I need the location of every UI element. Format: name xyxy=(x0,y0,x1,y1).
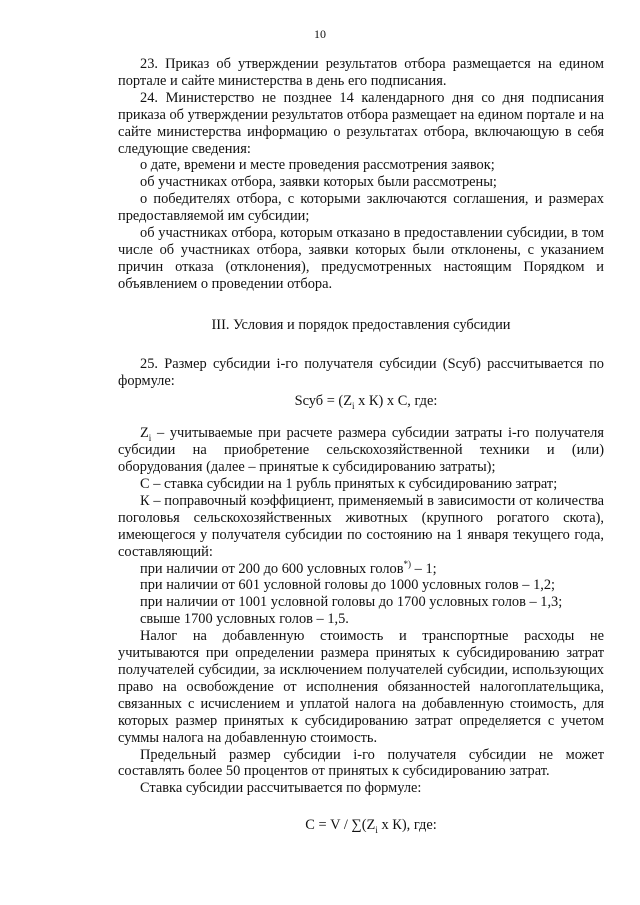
rate-paragraph: Ставка субсидии рассчитывается по формуле: xyxy=(140,780,422,797)
zi-symbol: Z xyxy=(140,425,149,442)
paragraph-24-item-4: об участниках отбора, которым отказано в предоставлении субсидии, в том числе об участниках отбора, заявки которых были отклонены, с указанием причин отказа (отклонения), предусмотренных настоящим Порядком и объявлением о проведении отбора. xyxy=(118,225,604,292)
k-item-2: при наличии от 601 условной головы до 1000 условных голов – 1,2; xyxy=(140,577,556,594)
formula-subsidy-size xyxy=(118,393,604,410)
k-item-1-value: – 1; xyxy=(411,560,437,577)
k-item-4: свыше 1700 условных голов – 1,5. xyxy=(140,611,349,628)
section-heading: III. Условия и порядок предоставления субсидии xyxy=(211,316,511,333)
zi-text: – учитываемые при расчете размера субсидии затраты i-го получателя субсидии на приобретение сельскохозяйственной техники и (или) оборудования (далее – принятые к субсидированию затраты); xyxy=(118,425,604,476)
paragraph-24-item-1: о дате, времени и месте проведения рассмотрения заявок; xyxy=(140,157,495,174)
c-definition: С – ставка субсидии на 1 рубль принятых к субсидированию затрат; xyxy=(140,476,558,493)
paragraph-25: 25. Размер субсидии i-го получателя субсидии (Sсуб) рассчитывается по формуле: xyxy=(118,355,604,389)
k-item-1-text: при наличии от 200 до 600 условных голов xyxy=(140,560,404,577)
zi-sub: i xyxy=(148,433,152,444)
limit-paragraph: Предельный размер субсидии i-го получателя субсидии не может составлять более 50 процентов от принятых к субсидированию затрат. xyxy=(118,746,604,780)
k-item-1 xyxy=(118,558,604,578)
tax-paragraph: Налог на добавленную стоимость и транспортные расходы не учитываются при определении размера принятых к субсидированию затрат получателей субсидии, за исключением получателей субсидии, использующих право на освобождение от исполнения обязанностей налогоплательщика, связанных с исчислением и уплатой налога на добавленную стоимость, для которых размер принятых к субсидированию затрат определяется с учетом суммы налога на добавленную стоимость. xyxy=(118,628,604,746)
formula-subsidy-rate xyxy=(118,817,604,834)
paragraph-24-item-2: об участниках отбора, заявки которых были рассмотрены; xyxy=(140,174,497,191)
footnote-marker: *) xyxy=(403,558,412,569)
k-definition: К – поправочный коэффициент, применяемый в зависимости от количества поголовья сельскохозяйственных животных (крупного рогатого скота), имеющегося у получателя субсидии по состоянию на 1 января текущего года, составляющий: xyxy=(118,492,604,560)
page-number: 10 xyxy=(314,27,326,41)
formula-2-lhs: С = V / ∑(Z xyxy=(305,817,376,834)
formula-2-rhs: x К), где: xyxy=(377,817,437,834)
formula-1-rhs: x К) x С, где: xyxy=(354,393,438,410)
k-item-3: при наличии от 1001 условной головы до 1700 условных голов – 1,3; xyxy=(140,594,563,611)
document-body xyxy=(118,56,604,834)
formula-1-sub: i xyxy=(352,401,355,412)
zi-definition xyxy=(118,425,604,476)
formula-1-lhs: Sсуб = (Z xyxy=(294,393,353,410)
formula-2-sub: i xyxy=(375,825,378,836)
paragraph-23: 23. Приказ об утверждении результатов отбора размещается на едином портале и сайте министерства в день его подписания. xyxy=(118,56,604,89)
paragraph-24-item-3: о победителях отбора, с которыми заключаются соглашения, и размерах предоставляемой им субсидии; xyxy=(118,191,604,225)
paragraph-24: 24. Министерство не позднее 14 календарного дня со дня подписания приказа об утверждении результатов отбора размещает на едином портале и на сайте министерства информацию о результатах отбора, включающую в себя следующие сведения: xyxy=(118,89,604,157)
